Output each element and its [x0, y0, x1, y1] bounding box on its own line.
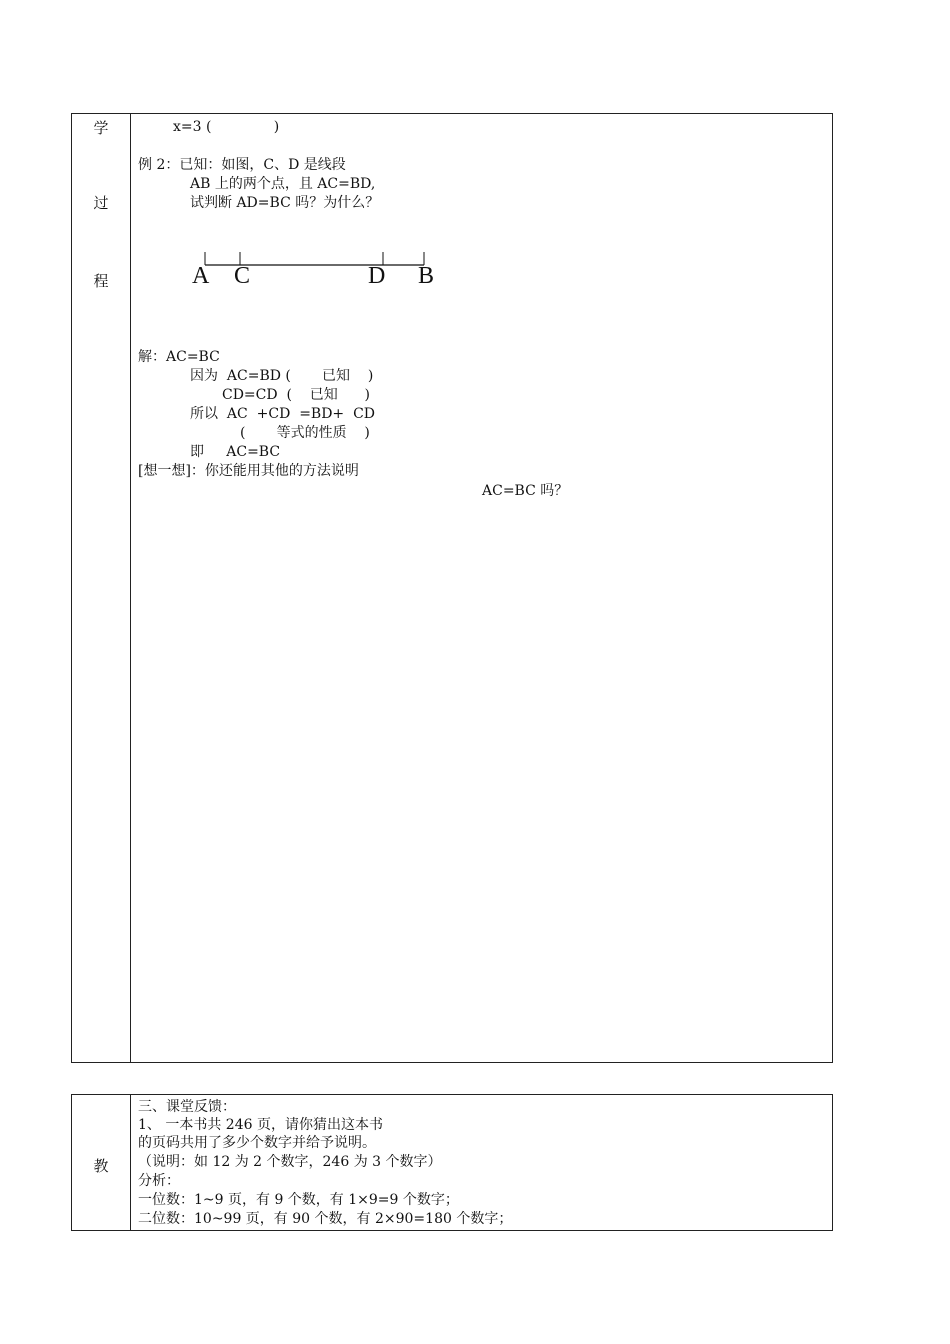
think-line2: AC=BC 吗？: [482, 483, 569, 499]
feedback-line6: 一位数：1~9 页，有 9 个数，有 1×9=9 个数字；: [138, 1192, 459, 1208]
solution-line1: 解：AC=BC: [138, 349, 220, 365]
think-line1: [想一想]：你还能用其他的方法说明: [138, 463, 359, 479]
point-label-d: D: [368, 263, 386, 289]
point-label-c: C: [234, 263, 251, 289]
solution-line2: 因为 AC=BD ( 已知 ): [190, 368, 374, 384]
feedback-line1: 三、课堂反馈：: [138, 1099, 236, 1115]
feedback-line7: 二位数：10~99 页，有 90 个数，有 2×90=180 个数字；: [138, 1211, 513, 1227]
line-x3: x=3 ( ): [173, 119, 280, 135]
point-label-b: B: [418, 263, 435, 289]
side-char-xue: 学: [93, 119, 109, 137]
solution-line3: CD=CD ( 已知 ): [222, 387, 370, 403]
line-segment-diagram: [192, 248, 512, 308]
example2-line3: 试判断 AD=BC 吗？为什么？: [190, 195, 380, 211]
side-char-cheng: 程: [93, 272, 109, 290]
process-table: [71, 113, 833, 1063]
column-divider: [130, 114, 131, 1062]
feedback-line2: 1、 一本书共 246 页，请你猜出这本书: [138, 1117, 383, 1133]
feedback-table: [71, 1094, 833, 1231]
example2-line1: 例 2：已知：如图，C、D 是线段: [138, 157, 346, 173]
side-char-jiao: 教: [93, 1157, 109, 1175]
feedback-line5: 分析：: [138, 1173, 180, 1189]
solution-line4: 所以 AC +CD =BD+ CD: [190, 406, 376, 422]
side-char-guo: 过: [93, 194, 109, 212]
point-label-a: A: [192, 263, 210, 289]
solution-line5: ( 等式的性质 ): [240, 425, 370, 441]
example2-line2: AB 上的两个点，且 AC=BD,: [190, 176, 376, 192]
feedback-line4: （说明：如 12 为 2 个数字，246 为 3 个数字）: [138, 1154, 442, 1170]
column-divider: [130, 1095, 131, 1230]
feedback-line3: 的页码共用了多少个数字并给予说明。: [138, 1135, 376, 1151]
solution-line6: 即 AC=BC: [190, 444, 281, 460]
